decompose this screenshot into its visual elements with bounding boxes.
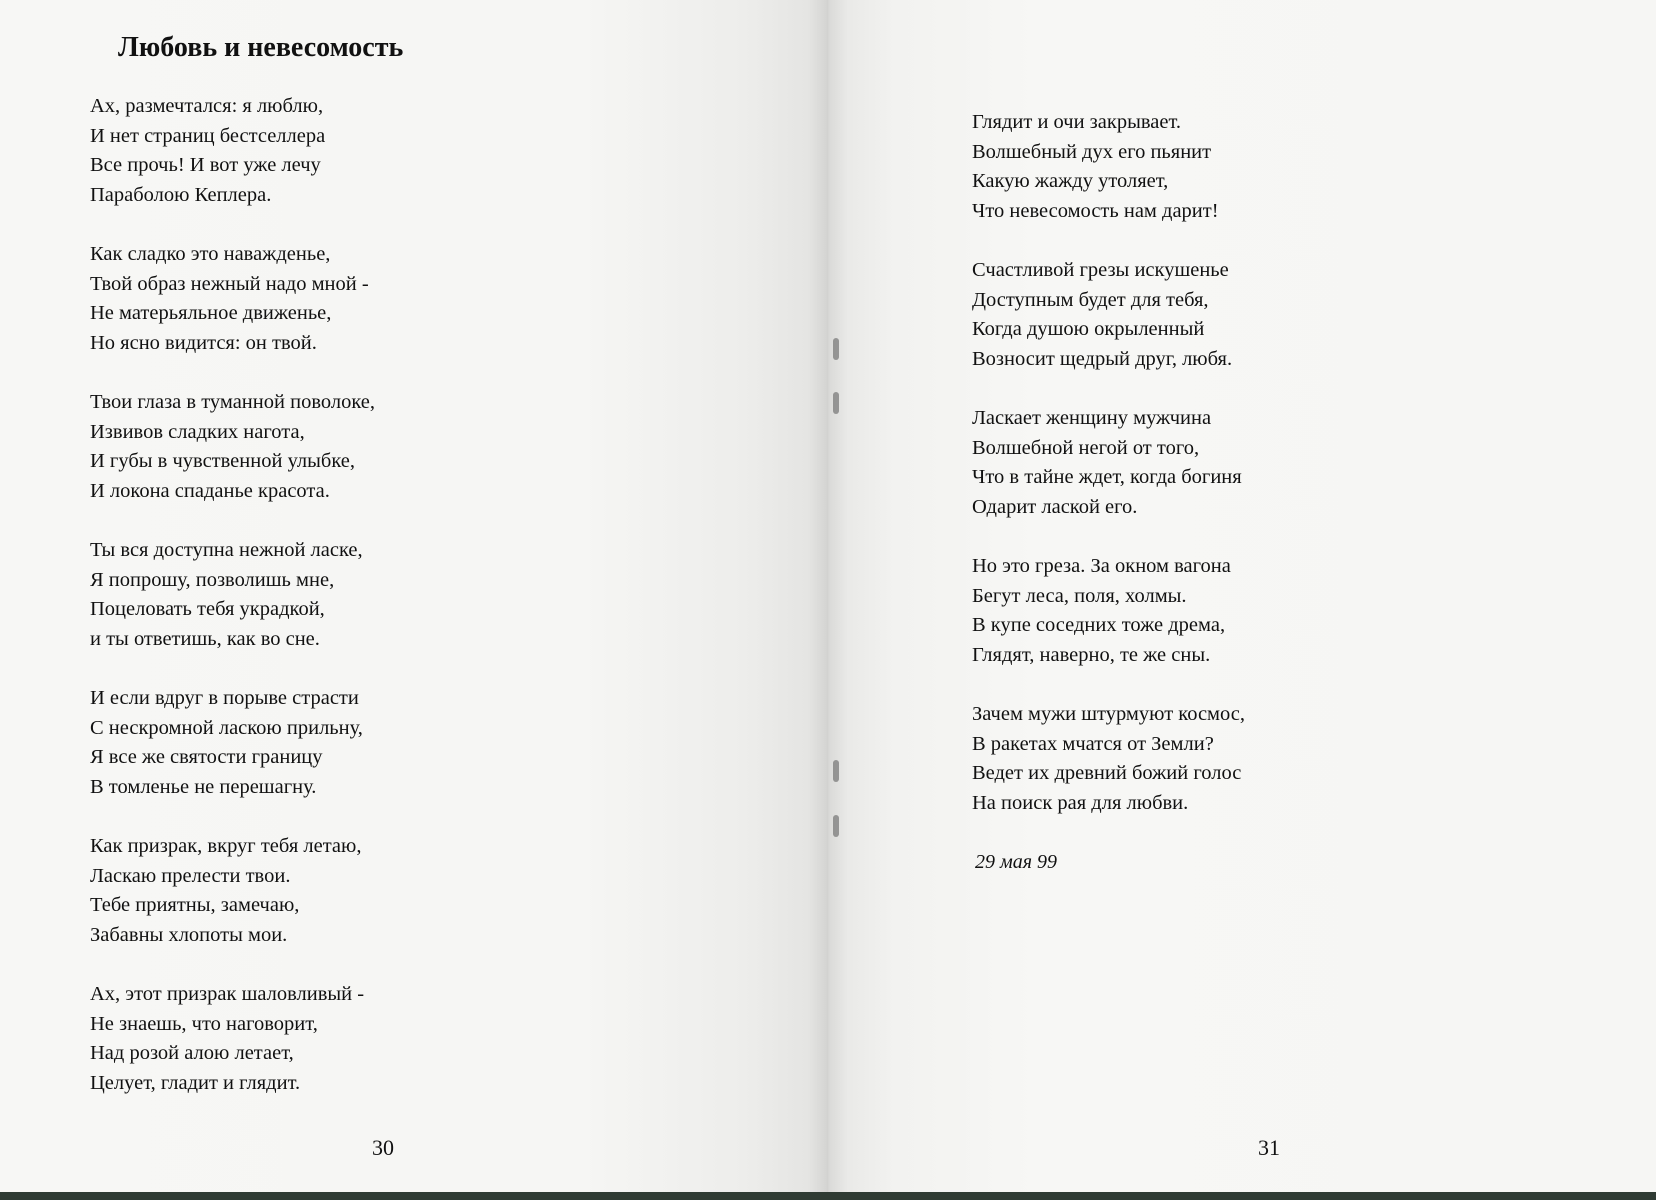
- poem-line: Но это греза. За окном вагона: [972, 555, 1231, 577]
- poem-line: Зачем мужи штурмуют космос,: [972, 703, 1246, 725]
- poem-line: И локона спаданье красота.: [90, 479, 330, 502]
- stanza: [90, 240, 375, 358]
- poem-line: Как призрак, вкруг тебя летаю,: [90, 835, 362, 857]
- poem-line: Твой образ нежный надо мной -: [90, 272, 369, 295]
- poem-line: Извивов сладких нагота,: [90, 420, 305, 443]
- poem-line: В ракетах мчатся от Земли?: [972, 732, 1214, 755]
- poem-line: Все прочь! И вот уже лечу: [90, 154, 321, 176]
- poem-line: На поиск рая для любви.: [972, 791, 1189, 814]
- poem-line: Что невесомость нам дарит!: [972, 199, 1219, 222]
- poem-line: Когда душою окрыленный: [972, 318, 1205, 340]
- stanza: [972, 108, 1245, 226]
- poem-line: Какую жажду утоляет,: [972, 170, 1169, 192]
- poem-line: Над розой алою летает,: [90, 1042, 294, 1064]
- poem-line: Ведет их древний божий голос: [972, 762, 1242, 784]
- poem-line: Ласкает женщину мужчина: [972, 407, 1212, 429]
- left-poem: [90, 92, 375, 1128]
- poem-line: Глядят, наверно, те же сны.: [972, 643, 1211, 666]
- poem-line: В томленье не перешагну.: [90, 775, 317, 798]
- stanza: [90, 388, 375, 506]
- poem-line: Одарит лаской его.: [972, 495, 1138, 518]
- poem-line: Ах, размечтался: я люблю,: [90, 95, 324, 117]
- poem-line: Что в тайне ждет, когда богиня: [972, 466, 1242, 488]
- poem-line: Бегут леса, поля, холмы.: [972, 584, 1187, 607]
- staple-mark: [833, 338, 839, 360]
- poem-line: Твои глаза в туманной поволоке,: [90, 391, 375, 413]
- stanza: [972, 700, 1245, 818]
- poem-line: С нескромной ласкою прильну,: [90, 716, 363, 739]
- stanza: [90, 536, 375, 654]
- stanza: [90, 832, 375, 950]
- poem-line: Глядит и очи закрывает.: [972, 111, 1182, 133]
- book-gutter: [808, 0, 848, 1200]
- poem-line: Поцеловать тебя украдкой,: [90, 598, 325, 620]
- poem-line: Доступным будет для тебя,: [972, 288, 1209, 311]
- stanza: [972, 404, 1245, 522]
- poem-line: и ты ответишь, как во сне.: [90, 627, 320, 650]
- stanza: [90, 684, 375, 802]
- poem-title: Любовь и невесомость: [118, 32, 404, 63]
- poem-line: Я все же святости границу: [90, 746, 323, 768]
- scan-bottom-edge: [0, 1192, 1656, 1200]
- page-number-right: 31: [1258, 1135, 1280, 1160]
- poem-line: Тебе приятны, замечаю,: [90, 894, 300, 916]
- poem-line: В купе соседних тоже дрема,: [972, 614, 1226, 636]
- poem-line: Волшебной негой от того,: [972, 436, 1200, 459]
- poem-line: И если вдруг в порыве страсти: [90, 687, 359, 709]
- poem-line: Ласкаю прелести твои.: [90, 864, 291, 887]
- right-poem: [972, 108, 1245, 848]
- stanza: [972, 552, 1245, 670]
- stanza: [972, 256, 1245, 374]
- staple-mark: [833, 815, 839, 837]
- poem-line: И нет страниц бестселлера: [90, 124, 326, 147]
- poem-date: 29 мая 99: [975, 851, 1058, 873]
- poem-line: Возносит щедрый друг, любя.: [972, 347, 1233, 370]
- poem-line: И губы в чувственной улыбке,: [90, 450, 356, 472]
- poem-line: Не матерьяльное движенье,: [90, 302, 332, 324]
- stanza: [90, 92, 375, 210]
- poem-line: Счастливой грезы искушенье: [972, 259, 1229, 281]
- page-number-left: 30: [372, 1135, 394, 1160]
- poem-line: Целует, гладит и глядит.: [90, 1071, 301, 1094]
- poem-line: Я попрошу, позволишь мне,: [90, 568, 335, 591]
- poem-line: Но ясно видится: он твой.: [90, 331, 317, 354]
- poem-line: Ты вся доступна нежной ласке,: [90, 539, 363, 561]
- staple-mark: [833, 760, 839, 782]
- poem-line: Волшебный дух его пьянит: [972, 140, 1212, 163]
- poem-line: Забавны хлопоты мои.: [90, 923, 288, 946]
- stanza: [90, 980, 375, 1098]
- staple-mark: [833, 392, 839, 414]
- poem-line: Параболою Кеплера.: [90, 183, 272, 206]
- poem-line: Как сладко это наважденье,: [90, 243, 331, 265]
- poem-line: Не знаешь, что наговорит,: [90, 1012, 318, 1035]
- poem-line: Ах, этот призрак шаловливый -: [90, 983, 365, 1005]
